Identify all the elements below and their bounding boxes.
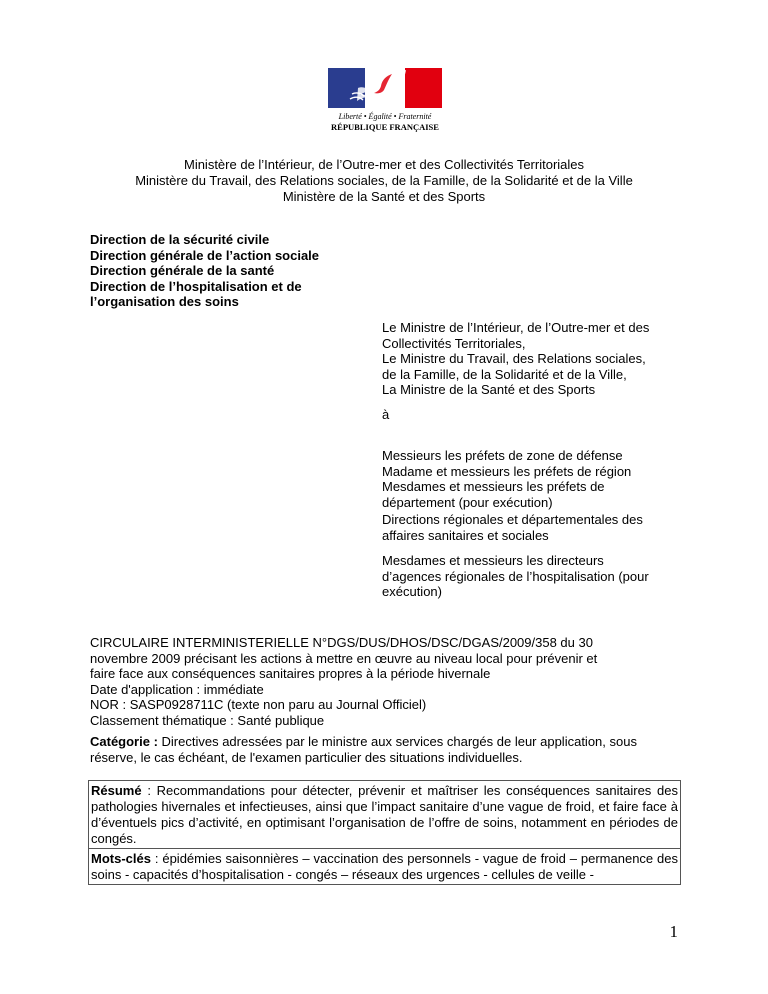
to-word: à [382,407,390,422]
summary-table [88,780,681,885]
resume-text: : Recommandations pour détecter, prévenir et maîtriser les conséquences sanitaires des pathologies hivernales et infectieuses, ainsi que l’impact sanitaire d’une vague de froid, et faire face à d’éventuels pics d’activité, en optimisant l’organisation de l’offre de soins, notamment en périodes de congés. [91,783,678,846]
category-block [90,734,690,766]
republique-text: RÉPUBLIQUE FRANÇAISE [331,122,439,132]
recipient-line: d’agences régionales de l’hospitalisation (pour [382,568,649,584]
recipients-arh [382,553,682,600]
resume-cell [89,781,680,848]
keywords-cell [89,848,680,884]
category-text: Directives adressées par le ministre aux services chargés de leur application, sous [157,734,637,749]
ministry-line: Ministère de la Santé et des Sports [282,189,486,204]
sender-line: de la Famille, de la Solidarité et de la Ville, [382,366,627,382]
keywords-label: Mots-clés [91,851,151,866]
category-text-continued: réserve, le cas échéant, de l'examen particulier des situations individuelles. [90,750,523,765]
motto-text: Liberté • Égalité • Fraternité [338,112,432,121]
direction-line: Direction générale de l’action sociale [90,247,320,263]
circular-header [90,635,690,728]
sender-line: Le Ministre du Travail, des Relations sociales, [382,351,646,366]
direction-line: Direction de la sécurité civile [90,232,270,247]
application-date: Date d'application : immédiate [90,681,264,697]
direction-line: Direction de l’hospitalisation et de [90,278,302,294]
resume-label: Résumé [91,783,142,798]
keywords-text: : épidémies saisonnières – vaccination des personnels - vague de froid – permanence des soins - capacités d’hospitalisation - congés – réseaux des urgences - cellules de veille - [91,851,678,882]
recipients-directions [382,512,682,543]
circular-line: CIRCULAIRE INTERMINISTERIELLE N°DGS/DUS/DHOS/DSC/DGAS/2009/358 du 30 [90,635,593,650]
recipient-line: exécution) [382,584,442,599]
recipients-prefets [382,448,682,510]
marianne-emblem-icon [328,68,442,134]
recipient-line: affaires sanitaires et sociales [382,527,549,543]
nor-reference: NOR : SASP0928711C (texte non paru au Journal Officiel) [90,697,427,712]
category-label: Catégorie : [90,734,158,749]
page-number: 1 [669,922,678,941]
sender-line: Le Ministre de l’Intérieur, de l’Outre-mer et des [382,320,650,335]
direction-line: l’organisation des soins [90,294,239,309]
ministry-line: Ministère du Travail, des Relations sociales, de la Famille, de la Solidarité et de la Ville [135,173,633,188]
circular-line: faire face aux conséquences sanitaires propres à la période hivernale [90,666,491,681]
ministry-line: Ministère de l’Intérieur, de l’Outre-mer et des Collectivités Territoriales [183,157,585,172]
republique-francaise-logo [328,68,442,134]
recipient-line: département (pour exécution) [382,494,553,510]
direction-line: Direction générale de la santé [90,263,275,278]
sender-line: La Ministre de la Santé et des Sports [382,382,596,397]
directions-block [90,232,319,310]
recipient-line: Madame et messieurs les préfets de région [382,463,632,479]
recipient-line: Mesdames et messieurs les préfets de [382,479,605,494]
thematic-classification: Classement thématique : Santé publique [90,712,325,728]
circular-line: novembre 2009 précisant les actions à mettre en œuvre au niveau local pour prévenir et [90,650,598,666]
recipient-line: Messieurs les préfets de zone de défense [382,448,623,463]
ministries-header [0,157,768,205]
recipient-line: Directions régionales et départementales des [382,512,643,527]
senders-block [382,320,682,398]
recipient-line: Mesdames et messieurs les directeurs [382,553,604,568]
sender-line: Collectivités Territoriales, [382,335,526,351]
